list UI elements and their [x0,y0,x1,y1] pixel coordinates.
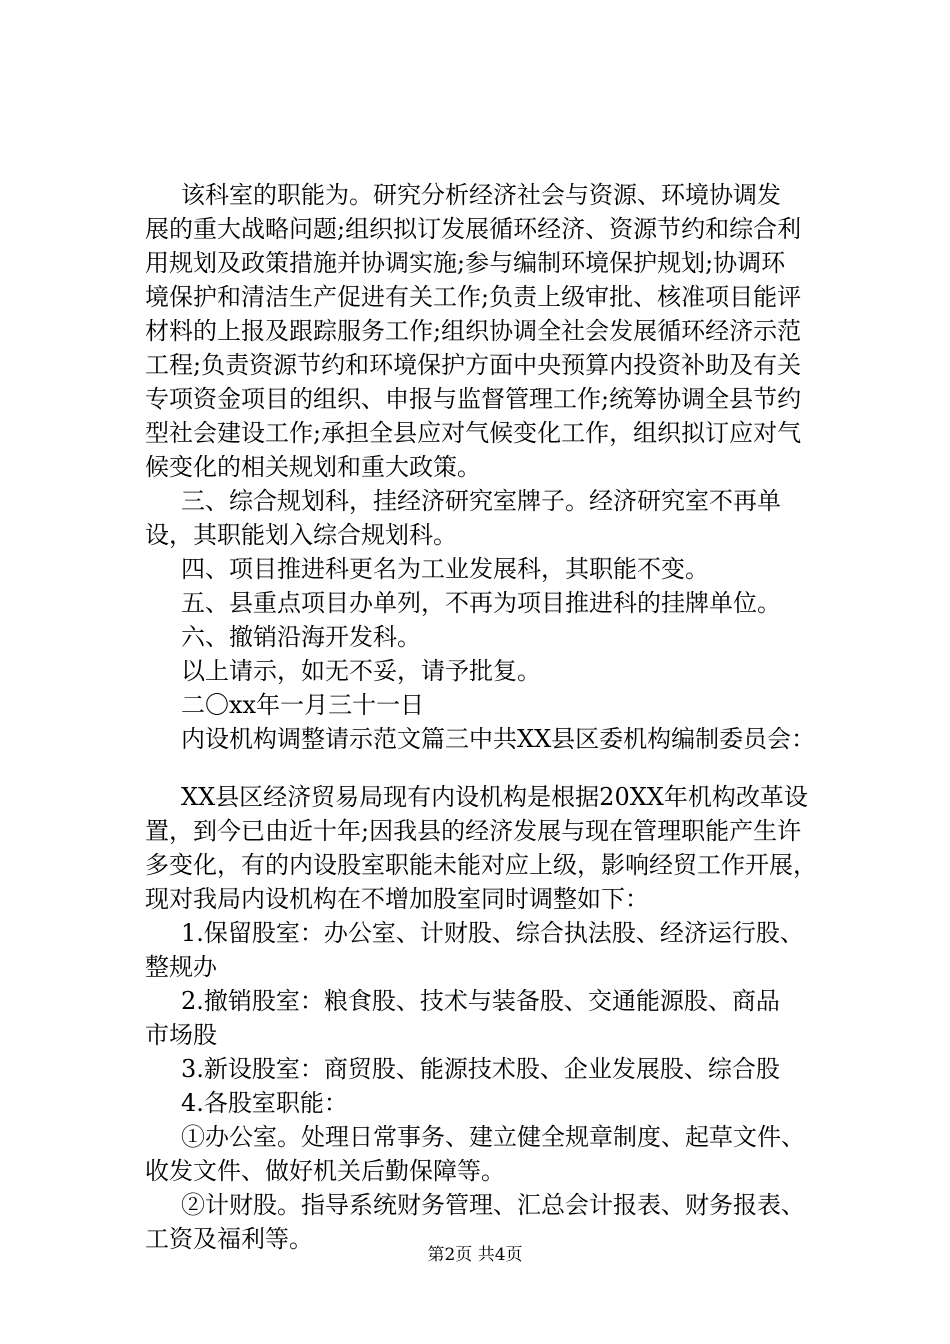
paragraph-line: 多变化，有的内设股室职能未能对应上级，影响经贸工作开展， [145,851,817,879]
section-heading: 内设机构调整请示范文篇三中共XX县区委机构编制委员会： [181,725,816,753]
date-line: 二〇xx年一月三十一日 [181,691,425,719]
paragraph-line: 工程;负责资源节约和环境保护方面中央预算内投资补助及有关 [145,351,802,379]
paragraph-line: 三、综合规划科，挂经济研究室牌子。经济研究室不再单 [181,487,781,515]
paragraph-line: 六、撤销沿海开发科。 [181,623,421,651]
list-item-line: 整规办 [145,953,217,981]
paragraph-line: 该科室的职能为。研究分析经济社会与资源、环境协调发 [181,181,781,209]
paragraph-line: 四、项目推进科更名为工业发展科，其职能不变。 [181,555,709,583]
paragraph-line: XX县区经济贸易局现有内设机构是根据20XX年机构改革设 [181,783,808,811]
paragraph-line: 境保护和清洁生产促进有关工作;负责上级审批、核准项目能评 [145,283,802,311]
list-item-line: 工资及福利等。 [145,1225,313,1253]
paragraph-line: 专项资金项目的组织、申报与监督管理工作;统筹协调全县节约 [145,385,802,413]
paragraph-line: 置，到今已由近十年;因我县的经济发展与现在管理职能产生许 [145,817,802,845]
list-item-line: ②计财股。指导系统财务管理、汇总会计报表、财务报表、 [181,1191,805,1219]
page-number-footer: 第2页 共4页 [427,1245,523,1265]
list-item-line: 2.撤销股室：粮食股、技术与装备股、交通能源股、商品 [181,987,780,1015]
paragraph-line: 五、县重点项目办单列，不再为项目推进科的挂牌单位。 [181,589,781,617]
paragraph-line: 现对我局内设机构在不增加股室同时调整如下： [145,885,649,913]
list-item-line: 收发文件、做好机关后勤保障等。 [145,1157,505,1185]
paragraph-line: 展的重大战略问题;组织拟订发展循环经济、资源节约和综合利 [145,215,802,243]
paragraph-line: 设，其职能划入综合规划科。 [145,521,457,549]
list-item-line: ①办公室。处理日常事务、建立健全规章制度、起草文件、 [181,1123,805,1151]
list-item-line: 市场股 [145,1021,217,1049]
paragraph-line: 材料的上报及跟踪服务工作;组织协调全社会发展循环经济示范 [145,317,802,345]
paragraph-line: 以上请示，如无不妥，请予批复。 [181,657,541,685]
paragraph-line: 候变化的相关规划和重大政策。 [145,453,481,481]
list-item-line: 3.新设股室：商贸股、能源技术股、企业发展股、综合股 [181,1055,780,1083]
paragraph-line: 型社会建设工作;承担全县应对气候变化工作，组织拟订应对气 [145,419,802,447]
list-item-line: 4.各股室职能： [181,1089,348,1117]
paragraph-line: 用规划及政策措施并协调实施;参与编制环境保护规划;协调环 [145,249,786,277]
list-item-line: 1.保留股室：办公室、计财股、综合执法股、经济运行股、 [181,919,804,947]
